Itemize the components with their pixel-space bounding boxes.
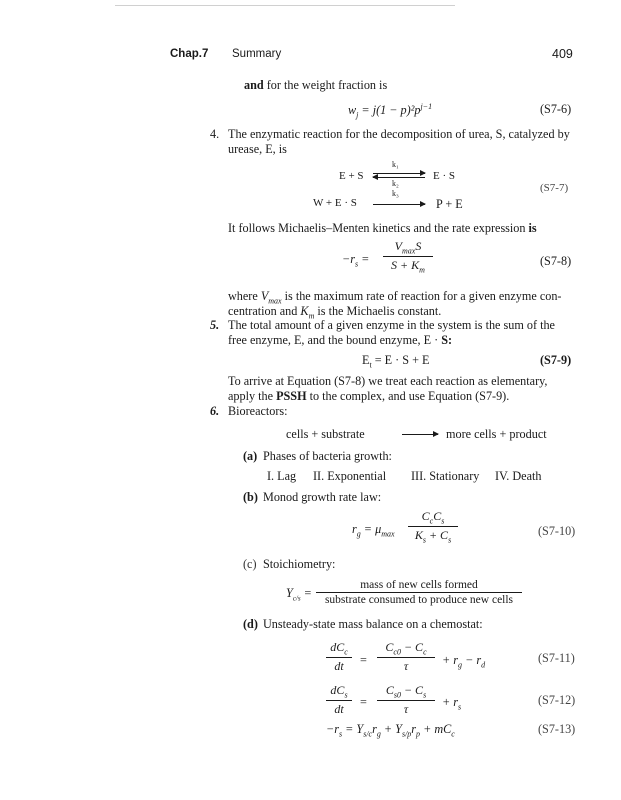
bal2-dc-sub: s — [344, 690, 348, 700]
bal3-mc-sub: c — [451, 729, 455, 739]
d-text: Unsteady-state mass balance on a chemostat: — [263, 617, 483, 631]
bal2-fraction — [377, 683, 435, 717]
where1-vsub: max — [268, 296, 282, 306]
phase-3: III. Stationary — [411, 469, 480, 483]
yield-num: mass of new cells formed — [360, 579, 478, 591]
a-text: Phases of bacteria growth: — [263, 449, 392, 463]
k2-label: k₂ — [392, 179, 399, 188]
bal2-deriv — [326, 683, 352, 717]
b-label: (b) — [243, 490, 258, 504]
monod-lhs-sub: g — [356, 529, 361, 539]
wf-sub: j — [356, 110, 359, 120]
yield-sub: c/s — [292, 594, 301, 603]
bal1-fraction — [377, 640, 435, 674]
monod-num-sub2: s — [441, 516, 445, 526]
where2-pre: centration and — [228, 304, 298, 318]
item4-line2: urease, E, is — [228, 142, 287, 156]
rxn2-right: P + E — [436, 197, 463, 211]
bal3-mc: + mC — [420, 722, 452, 736]
k1-label: k₁ — [392, 160, 399, 169]
item6-number: 6. — [210, 404, 220, 418]
bal1-fn-tail: − C — [400, 640, 424, 654]
bal2-rs-sub: s — [458, 702, 462, 712]
mm-text-pre: It follows Michaelis–Menten kinetics and the rate expression — [228, 221, 526, 235]
bal2-rs: + r — [442, 695, 459, 709]
bal3-y2-sub: s/p — [401, 729, 412, 739]
where-line1 — [228, 289, 561, 305]
bal3-r2: r — [411, 722, 417, 736]
a-label: (a) — [243, 449, 258, 463]
forward-arrow-1 — [373, 173, 425, 174]
bal1-dc-sub: c — [344, 647, 348, 657]
label-s7-9: (S7-9) — [540, 353, 572, 367]
bal1-fn-sub: c0 — [393, 647, 401, 657]
rate-lhs: $-r_s$ = — [342, 252, 370, 269]
eq9-lhs: E — [362, 353, 370, 367]
phase-1: I. Lag — [267, 469, 297, 483]
where1-v: V — [260, 289, 269, 303]
item5-text2-post: to the complex, and use Equation (S7-9). — [306, 389, 510, 403]
eq9-sub: t — [369, 360, 372, 370]
where1-post: is the maximum rate of reaction for a given enzyme con- — [284, 289, 562, 303]
label-s7-7: (S7-7) — [540, 182, 569, 194]
mm-text — [228, 221, 537, 236]
monod-num-c2: C — [433, 509, 442, 523]
equation-s7-9 — [362, 353, 429, 369]
wf-lhs: w — [348, 103, 357, 118]
rate-num-sub: max — [402, 246, 416, 256]
rxn1-right: E · S — [433, 170, 455, 182]
growth-arrow — [402, 434, 438, 435]
bal1-tail — [442, 653, 485, 669]
monod-mu: = μ — [363, 522, 382, 536]
phase-4: IV. Death — [495, 469, 542, 483]
chapter-label: Chap.7 — [170, 48, 209, 60]
bal1-rg: + r — [442, 653, 459, 667]
monod-lhs — [352, 522, 395, 538]
reverse-arrow-1 — [373, 177, 425, 178]
where1-pre: where — [228, 289, 258, 303]
monod-den-sub2: s — [448, 535, 452, 545]
eq9-rhs: = E · S + E — [374, 353, 430, 367]
bal3-r1-sub: g — [376, 729, 381, 739]
growth-right: more cells + product — [446, 427, 547, 441]
where2-post: is the Michaelis constant. — [317, 304, 442, 318]
rate-den-sub: m — [419, 265, 425, 275]
label-s7-12: (S7-12) — [538, 693, 576, 707]
bal1-dc: dC — [330, 640, 345, 654]
growth-left: cells + substrate — [286, 427, 365, 441]
page-number: 409 — [552, 47, 573, 61]
label-s7-10: (S7-10) — [538, 524, 576, 538]
equation-s7-6 — [348, 102, 432, 120]
bal1-rg-sub: g — [458, 660, 463, 670]
bal2-fn-c: C — [385, 683, 394, 697]
yield-den: substrate consumed to produce new cells — [324, 594, 514, 606]
monod-num-sub1: c — [429, 516, 434, 526]
monod-den-k: K — [414, 528, 423, 543]
mm-text-is: is — [528, 221, 537, 235]
d-label: (d) — [243, 617, 258, 631]
bal2-fn-tail: − C — [400, 683, 424, 697]
bal1-dt: dt — [334, 659, 344, 674]
bal2-fn-sub: s0 — [393, 690, 401, 700]
item4-number: 4. — [210, 127, 220, 141]
wf-sup: j−1 — [420, 102, 433, 111]
monod-den-sub1: s — [422, 535, 426, 545]
item5-text1: To arrive at Equation (S7-8) we treat each reaction as elementary, — [228, 374, 548, 388]
rate-den: S + K — [391, 258, 420, 273]
bal3-r1: r — [372, 722, 377, 736]
yield-eq: = — [303, 586, 312, 600]
c-text: Stoichiometry: — [263, 557, 336, 571]
item5-line2 — [228, 333, 452, 348]
monod-fraction — [408, 509, 458, 545]
bal2-tau: τ — [403, 702, 409, 717]
rate-num-tail: S — [415, 239, 422, 253]
item5-text2-bold: PSSH — [276, 389, 307, 403]
item4-line1: The enzymatic reaction for the decomposition of urea, S, catalyzed by — [228, 127, 570, 141]
phase-2: II. Exponential — [313, 469, 387, 483]
item5-text2 — [228, 389, 509, 404]
b-text: Monod growth rate law: — [263, 490, 382, 504]
bal2-eq: = — [360, 695, 367, 709]
where2-ksub: m — [308, 311, 315, 321]
k3-label: k₃ — [392, 189, 399, 198]
c-label: (c) — [243, 557, 257, 571]
rxn2-left: W + E · S — [313, 197, 357, 209]
bal2-fn-sub2: s — [423, 690, 427, 700]
yield-lhs — [286, 586, 312, 602]
where2-k: K — [300, 304, 309, 318]
label-s7-11: (S7-11) — [538, 651, 575, 665]
bal2-dt: dt — [334, 702, 344, 717]
bal1-fn-sub2: c — [423, 647, 427, 657]
item5-line2-bold: S: — [441, 333, 453, 347]
label-s7-6: (S7-6) — [540, 102, 572, 116]
monod-mu-sub: max — [381, 529, 395, 539]
item5-text2-pre: apply the — [228, 389, 277, 403]
bal1-tau: τ — [403, 659, 409, 674]
bal2-dc: dC — [330, 683, 345, 697]
monod-num-c1: C — [421, 509, 430, 523]
bal1-rd: − r — [462, 653, 482, 667]
label-s7-13: (S7-13) — [538, 722, 576, 736]
yield-fraction — [316, 579, 522, 606]
bal1-rd-sub: d — [481, 660, 486, 670]
bal1-fn-c: C — [385, 640, 394, 654]
bal3 — [326, 722, 455, 738]
rate-num: V — [394, 239, 402, 253]
bal2-tail — [442, 695, 461, 711]
bal1-deriv — [326, 640, 352, 674]
yield-y: Y — [286, 586, 293, 600]
monod-den-mid: + C — [425, 528, 449, 543]
item5-line1: The total amount of a given enzyme in the system is the sum of the — [228, 318, 555, 332]
rate-lhs-text: −r — [342, 252, 355, 266]
item5-number: 5. — [210, 318, 220, 332]
item5-line2-pre: free enzyme, E, and the bound enzyme, E · — [228, 333, 442, 347]
forward-arrow-2 — [373, 204, 425, 205]
bal1-eq: = — [360, 653, 367, 667]
section-label: Summary — [232, 48, 282, 60]
rate-fraction — [383, 239, 433, 275]
bal3-y2: + Y — [380, 722, 402, 736]
wf-rhs: = j(1 − p)²p — [361, 103, 421, 118]
item6-title: Bioreactors: — [228, 404, 288, 418]
rate-lhs-sub: s — [354, 259, 359, 269]
monod-lhs-r: r — [352, 522, 357, 536]
bal3-r2-sub: p — [416, 729, 421, 739]
label-s7-8: (S7-8) — [540, 254, 572, 268]
bal3-y1-sub: s/c — [363, 729, 373, 739]
rxn1-left: E + S — [339, 170, 364, 182]
bal3-lhs-sub: s — [338, 729, 343, 739]
bal3-lhs: −r — [326, 722, 339, 736]
weight-fraction-intro: and for the weight fraction is — [244, 78, 388, 92]
top-rule — [115, 5, 455, 6]
bal3-y1: = Y — [345, 722, 364, 736]
